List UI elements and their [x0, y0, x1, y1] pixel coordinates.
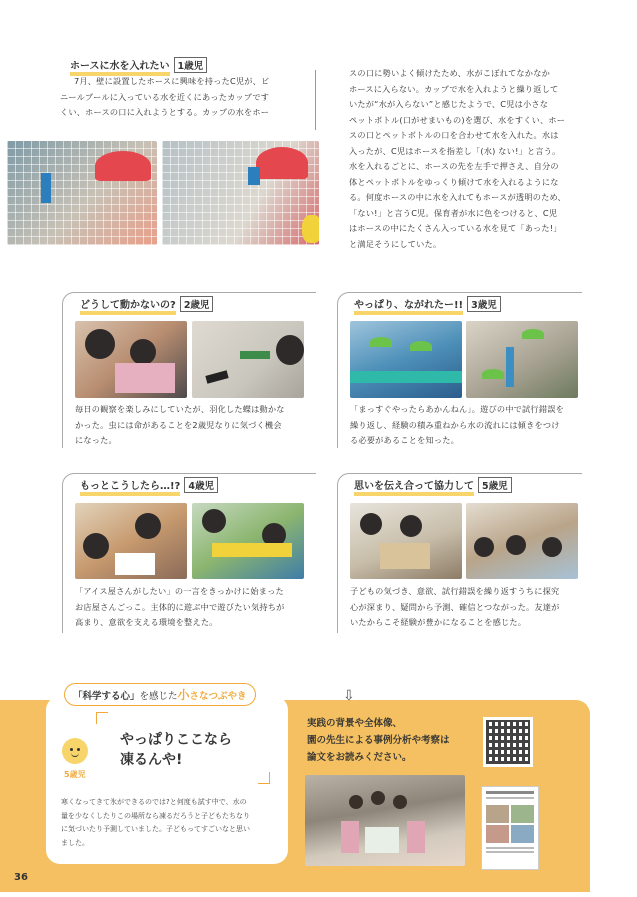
- age-badge: 4歳児: [184, 477, 218, 493]
- paper-thumbnail[interactable]: [481, 786, 539, 870]
- section3-text: 「まっすぐやったらあかんねん」。遊びの中で試行錯誤を 繰り返し、経験の積み重ねから水の流れには傾きをつけ る必要があることを知った。: [350, 404, 564, 445]
- age-badge: 5歳児: [478, 477, 512, 493]
- section1-title: ホースに水を入れたい 1歳児: [70, 57, 207, 73]
- photo-teachers: [305, 775, 465, 866]
- photo-water-flow-1: [350, 321, 462, 398]
- photo-cooperation-2: [466, 503, 578, 579]
- section5-text: 子どもの気づき、意欲、試行錯誤を繰り返すうちに探究 心が深まり、疑問から予測、確信とつながった。友達が いたからこそ経験が豊かになることを感じた。: [350, 586, 560, 627]
- photo-hose-2: [162, 141, 319, 245]
- tag-label: 「科学する心」を感じた小さなつぶやき: [64, 683, 256, 706]
- section4-text: 「アイス屋さんがしたい」の一言をきっかけに始まった お店屋さんごっこ。主体的に遊ぶ中で遊びたい気持ちが 高まり、意欲を支える環境を整えた。: [75, 586, 285, 627]
- quote-body: 寒くなってきて氷ができるのでは?と何度も試す中で、水の 量を少なくしたりこの場所なら凍るだろうと子どもたちなり に気づいたり予測していました。子どもってすごいなと思い ました。: [61, 798, 250, 847]
- section1-para1: 7月、壁に設置したホースに興味を持ったC児が、ビ ニールプールに入っている水を近くにあったカップです くい、ホースの口に入れようとする。カップの水をホー: [60, 76, 270, 117]
- butterfly-shape: [205, 370, 228, 383]
- quote-heading: やっぱりここなら 凍るんや!: [120, 732, 232, 768]
- photo-butterfly: [192, 321, 304, 398]
- child-face-icon: [62, 738, 88, 764]
- hose-shape: [41, 173, 51, 203]
- section5-title: 思いを伝え合って協力して 5歳児: [354, 477, 512, 493]
- column-divider: [315, 70, 316, 130]
- photo-hose-1: [7, 141, 157, 245]
- qr-code-icon[interactable]: [483, 717, 533, 767]
- age-badge: 1歳児: [174, 57, 208, 73]
- photo-children-observing: [75, 321, 187, 398]
- red-hat-shape: [256, 147, 308, 179]
- section2-title: どうして動かないの? 2歳児: [80, 296, 213, 312]
- photo-water-flow-2: [466, 321, 578, 398]
- arrow-down-icon: ⇩: [343, 688, 355, 704]
- photo-ice-shop-1: [75, 503, 187, 579]
- age-badge: 2歳児: [180, 296, 214, 312]
- photo-cooperation-1: [350, 503, 462, 579]
- section4-title: もっとこうしたら…!? 4歳児: [80, 477, 218, 493]
- quote-corner-tl: [96, 712, 108, 724]
- invite-text: 実践の背景や全体像、 園の先生による事例分析や考察は 論文をお読みください。: [307, 718, 450, 763]
- quote-corner-br: [258, 772, 270, 784]
- photo-ice-shop-2: [192, 503, 304, 579]
- age-badge: 3歳児: [467, 296, 501, 312]
- section3-title: やっぱり、ながれたー!! 3歳児: [354, 296, 501, 312]
- red-hat-shape: [95, 151, 151, 181]
- page-number: 36: [14, 872, 28, 883]
- section2-text: 毎日の観察を楽しみにしていたが、羽化した蝶は動かな かった。虫には命があることを2歳児なりに気づく機会 になった。: [75, 404, 285, 445]
- section1-para2: スの口に勢いよく傾けたため、水がこぼれてなかなか ホースに入らない。カップで水を入れようと繰り返して いたが“水が入らない”と感じたようで、C児は小さな ペットボトル(口がせまいもの)を選び、水をすくい、ホー スの口とペットボトルの口を合わせて水を入れた。水は 入ったが、C児はホースを指差し「(水) ない!」と言う。 水を入れるごとに、ホースの先を左手で押さえ、自分の 体とペットボトルをゆっくり傾けて水を入れるようにな る。何度ホースの中に水を入れてもホースが透明のため、 「ない!」と言うC児。保育者が水に色をつけると、C児 はホースの中にたくさん入っている水を見て「あった!」 と満足そうにしていた。: [349, 68, 566, 249]
- quote-age: 5歳児: [64, 770, 86, 779]
